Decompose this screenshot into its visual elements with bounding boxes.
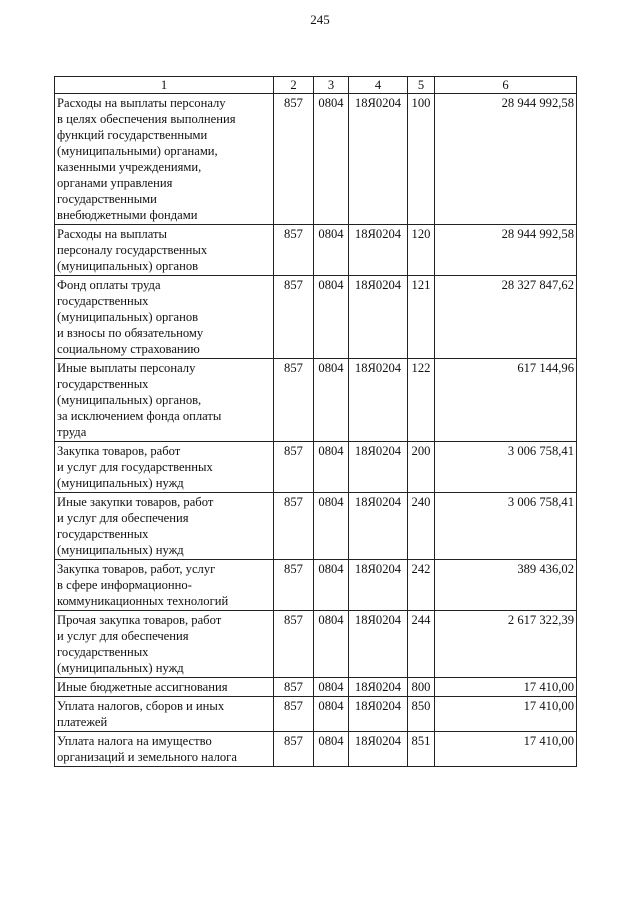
cell-code-4: 18Я0204 xyxy=(349,611,408,678)
cell-code-2: 857 xyxy=(274,225,314,276)
cell-code-2: 857 xyxy=(274,276,314,359)
cell-code-5: 120 xyxy=(408,225,435,276)
cell-item-name: Расходы на выплаты персоналу в целях обеспечения выполнения функций государственными (муниципальными) органами, казенными учреждениями, органами управления государственными внебюджетными фондами xyxy=(55,94,274,225)
cell-item-name: Уплата налогов, сборов и иных платежей xyxy=(55,697,274,732)
cell-code-4: 18Я0204 xyxy=(349,225,408,276)
cell-item-name: Уплата налога на имущество организаций и земельного налога xyxy=(55,732,274,767)
table-row xyxy=(55,225,577,276)
cell-code-2: 857 xyxy=(274,611,314,678)
table-row xyxy=(55,732,577,767)
cell-code-4: 18Я0204 xyxy=(349,359,408,442)
cell-amount: 17 410,00 xyxy=(435,697,577,732)
cell-code-3: 0804 xyxy=(314,493,349,560)
cell-code-2: 857 xyxy=(274,493,314,560)
cell-item-name: Иные бюджетные ассигнования xyxy=(55,678,274,697)
cell-item-name: Расходы на выплаты персоналу государственных (муниципальных) органов xyxy=(55,225,274,276)
cell-item-name: Закупка товаров, работ, услуг в сфере информационно- коммуникационных технологий xyxy=(55,560,274,611)
cell-item-name: Прочая закупка товаров, работ и услуг для обеспечения государственных (муниципальных) нужд xyxy=(55,611,274,678)
cell-amount: 3 006 758,41 xyxy=(435,493,577,560)
table-header-row xyxy=(55,77,577,94)
cell-item-name: Иные закупки товаров, работ и услуг для обеспечения государственных (муниципальных) нужд xyxy=(55,493,274,560)
cell-code-2: 857 xyxy=(274,732,314,767)
cell-code-2: 857 xyxy=(274,442,314,493)
cell-amount: 17 410,00 xyxy=(435,732,577,767)
table-row xyxy=(55,611,577,678)
table-row xyxy=(55,493,577,560)
cell-code-3: 0804 xyxy=(314,560,349,611)
cell-code-2: 857 xyxy=(274,94,314,225)
header-col-2: 2 xyxy=(274,77,314,94)
cell-code-5: 851 xyxy=(408,732,435,767)
cell-code-3: 0804 xyxy=(314,697,349,732)
header-col-5: 5 xyxy=(408,77,435,94)
cell-code-5: 242 xyxy=(408,560,435,611)
cell-amount: 617 144,96 xyxy=(435,359,577,442)
cell-code-3: 0804 xyxy=(314,442,349,493)
cell-code-2: 857 xyxy=(274,697,314,732)
cell-code-3: 0804 xyxy=(314,732,349,767)
cell-code-4: 18Я0204 xyxy=(349,697,408,732)
cell-code-2: 857 xyxy=(274,359,314,442)
table-row xyxy=(55,276,577,359)
cell-code-5: 100 xyxy=(408,94,435,225)
cell-code-5: 850 xyxy=(408,697,435,732)
cell-code-5: 122 xyxy=(408,359,435,442)
cell-code-2: 857 xyxy=(274,560,314,611)
table-body xyxy=(55,94,577,767)
cell-code-3: 0804 xyxy=(314,94,349,225)
table-row xyxy=(55,697,577,732)
cell-code-3: 0804 xyxy=(314,678,349,697)
table-row xyxy=(55,94,577,225)
table-row xyxy=(55,678,577,697)
cell-code-4: 18Я0204 xyxy=(349,493,408,560)
cell-amount: 3 006 758,41 xyxy=(435,442,577,493)
cell-item-name: Иные выплаты персоналу государственных (муниципальных) органов, за исключением фонда оплаты труда xyxy=(55,359,274,442)
cell-amount: 28 327 847,62 xyxy=(435,276,577,359)
cell-amount: 28 944 992,58 xyxy=(435,225,577,276)
table-row xyxy=(55,442,577,493)
cell-code-4: 18Я0204 xyxy=(349,276,408,359)
cell-code-3: 0804 xyxy=(314,611,349,678)
cell-code-3: 0804 xyxy=(314,359,349,442)
cell-amount: 2 617 322,39 xyxy=(435,611,577,678)
cell-code-5: 200 xyxy=(408,442,435,493)
header-col-4: 4 xyxy=(349,77,408,94)
cell-item-name: Закупка товаров, работ и услуг для государственных (муниципальных) нужд xyxy=(55,442,274,493)
cell-amount: 17 410,00 xyxy=(435,678,577,697)
cell-code-5: 244 xyxy=(408,611,435,678)
page-number: 245 xyxy=(310,12,330,27)
cell-code-5: 240 xyxy=(408,493,435,560)
cell-code-4: 18Я0204 xyxy=(349,442,408,493)
cell-code-4: 18Я0204 xyxy=(349,94,408,225)
cell-amount: 28 944 992,58 xyxy=(435,94,577,225)
header-col-1: 1 xyxy=(55,77,274,94)
cell-code-2: 857 xyxy=(274,678,314,697)
table-row xyxy=(55,560,577,611)
budget-table xyxy=(54,76,577,767)
cell-code-4: 18Я0204 xyxy=(349,678,408,697)
cell-code-4: 18Я0204 xyxy=(349,732,408,767)
cell-code-3: 0804 xyxy=(314,225,349,276)
cell-code-3: 0804 xyxy=(314,276,349,359)
cell-item-name: Фонд оплаты труда государственных (муниципальных) органов и взносы по обязательному социальному страхованию xyxy=(55,276,274,359)
cell-code-4: 18Я0204 xyxy=(349,560,408,611)
cell-code-5: 121 xyxy=(408,276,435,359)
cell-code-5: 800 xyxy=(408,678,435,697)
header-col-3: 3 xyxy=(314,77,349,94)
table-row xyxy=(55,359,577,442)
header-col-6: 6 xyxy=(435,77,577,94)
cell-amount: 389 436,02 xyxy=(435,560,577,611)
